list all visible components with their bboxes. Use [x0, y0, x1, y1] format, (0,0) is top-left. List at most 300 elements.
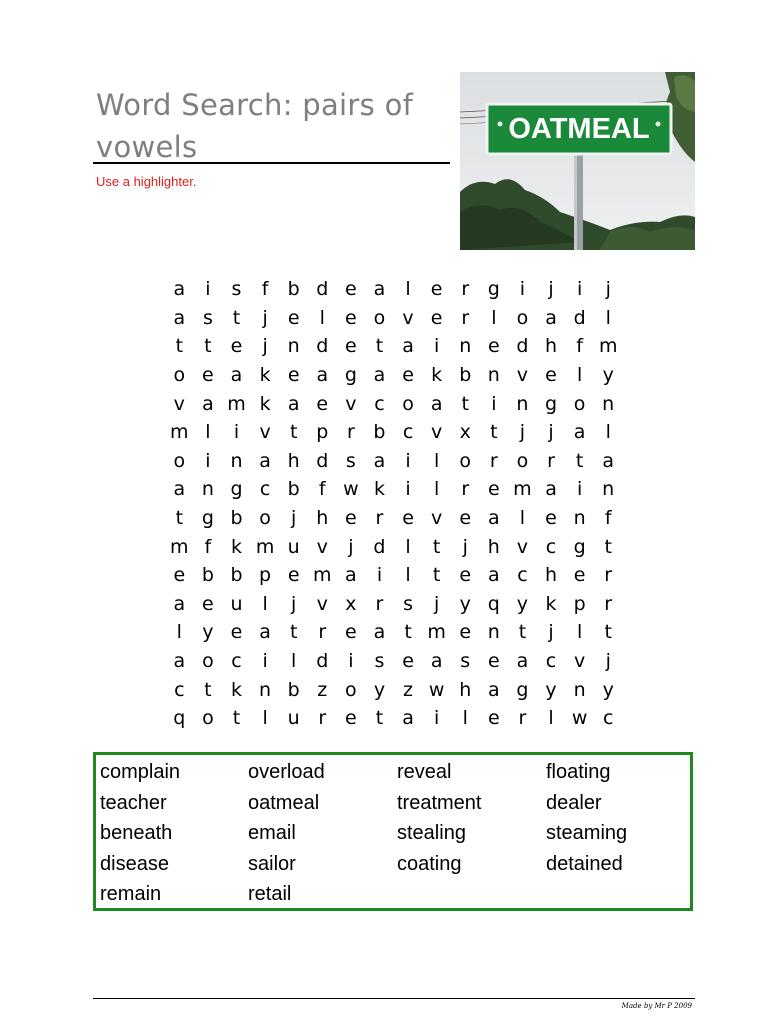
grid-letter: j	[605, 278, 611, 301]
grid-letter: n	[516, 392, 529, 415]
grid-letter: r	[547, 449, 555, 472]
grid-letter: e	[402, 364, 414, 387]
word-list-box	[93, 752, 693, 911]
grid-letter: a	[202, 392, 214, 415]
grid-letter: l	[262, 592, 268, 615]
word-list-item: dealer	[546, 791, 602, 814]
grid-letter: r	[518, 707, 527, 730]
grid-letter: f	[204, 535, 212, 558]
word-list-item: complain	[100, 761, 181, 783]
grid-letter: a	[516, 650, 529, 673]
grid-letter: e	[459, 621, 472, 644]
grid-letter: o	[402, 392, 414, 415]
grid-letter: e	[287, 306, 300, 329]
grid-letter: t	[604, 535, 612, 558]
grid-letter: v	[316, 535, 328, 558]
grid-letter: r	[375, 592, 384, 615]
grid-letter: q	[173, 707, 186, 730]
grid-letter: s	[460, 650, 471, 673]
grid-letter: e	[402, 650, 414, 673]
grid-letter: s	[374, 650, 385, 673]
grid-letter: e	[459, 564, 472, 587]
grid-row	[165, 361, 623, 390]
grid-letter: a	[259, 621, 271, 644]
grid-letter: h	[544, 564, 558, 587]
grid-letter: n	[573, 678, 586, 701]
grid-letter: c	[374, 392, 385, 415]
grid-letter: a	[173, 278, 186, 301]
grid-letter: v	[259, 421, 271, 444]
grid-row	[165, 475, 623, 504]
grid-letter: r	[604, 564, 613, 587]
grid-letter: t	[375, 335, 384, 358]
grid-row	[165, 447, 623, 476]
grid-letter: j	[548, 278, 554, 301]
grid-letter: l	[291, 650, 297, 673]
grid-letter: t	[432, 564, 441, 587]
grid-letter: k	[259, 364, 271, 387]
word-list-item: coating	[397, 852, 462, 875]
word-list-item: steaming	[546, 822, 628, 844]
word-list-item: disease	[100, 852, 169, 875]
grid-letter: s	[231, 278, 242, 301]
grid-letter: l	[519, 507, 526, 530]
grid-letter: b	[230, 564, 243, 587]
footer-rule	[93, 998, 695, 999]
grid-letter: a	[173, 306, 186, 329]
grid-letter: d	[316, 650, 329, 673]
grid-letter: e	[430, 278, 443, 301]
grid-letter: t	[175, 335, 184, 358]
grid-letter: a	[345, 564, 357, 587]
grid-letter: l	[405, 535, 411, 558]
grid-letter: d	[373, 535, 386, 558]
grid-letter: r	[604, 592, 613, 615]
instruction-text: Use a highlighter.	[96, 174, 197, 189]
grid-letter: o	[173, 449, 186, 472]
grid-letter: o	[459, 449, 472, 472]
grid-letter: l	[491, 306, 497, 329]
grid-letter: b	[201, 564, 214, 587]
grid-letter: f	[576, 335, 583, 358]
grid-letter: a	[430, 650, 443, 673]
grid-letter: h	[544, 335, 558, 358]
grid-letter: r	[318, 621, 327, 644]
grid-letter: t	[490, 421, 498, 444]
grid-letter: v	[516, 364, 529, 387]
grid-letter: e	[230, 335, 243, 358]
grid-letter: j	[548, 421, 554, 444]
grid-letter: h	[316, 507, 329, 530]
grid-letter: n	[602, 392, 615, 415]
grid-letter: l	[576, 364, 583, 387]
grid-letter: e	[345, 278, 357, 301]
grid-letter: i	[376, 564, 383, 587]
word-search-grid	[165, 275, 623, 733]
grid-letter: n	[459, 335, 472, 358]
grid-letter: t	[204, 678, 212, 701]
grid-letter: j	[291, 507, 297, 530]
grid-letter: t	[232, 707, 241, 730]
grid-letter: d	[316, 449, 329, 472]
grid-letter: a	[373, 621, 386, 644]
grid-letter: b	[287, 478, 300, 501]
grid-letter: i	[405, 449, 411, 472]
grid-letter: i	[405, 478, 411, 501]
grid-letter: o	[173, 364, 186, 387]
grid-letter: a	[402, 335, 414, 358]
grid-letter: l	[176, 621, 182, 644]
grid-letter: o	[345, 678, 357, 701]
grid-letter: y	[602, 364, 614, 387]
grid-letter: v	[316, 592, 328, 615]
grid-letter: r	[489, 449, 498, 472]
grid-letter: n	[230, 449, 243, 472]
grid-letter: e	[487, 335, 500, 358]
grid-letter: r	[461, 278, 470, 301]
grid-letter: a	[373, 449, 386, 472]
grid-letter: n	[573, 507, 586, 530]
grid-letter: l	[405, 564, 411, 587]
grid-letter: l	[462, 707, 468, 730]
grid-letter: l	[434, 478, 440, 501]
grid-letter: m	[598, 335, 618, 358]
grid-letter: c	[259, 478, 271, 501]
grid-letter: t	[375, 707, 384, 730]
sign-text: OATMEAL	[508, 113, 650, 145]
grid-letter: m	[255, 535, 275, 558]
grid-letter: j	[434, 592, 440, 615]
grid-letter: g	[516, 678, 529, 701]
grid-letter: f	[318, 478, 326, 501]
grid-letter: u	[287, 707, 300, 730]
word-list-item: retail	[248, 883, 292, 905]
grid-letter: e	[202, 592, 214, 615]
grid-letter: o	[259, 507, 271, 530]
grid-letter: e	[316, 392, 329, 415]
grid-letter: n	[287, 335, 300, 358]
grid-letter: y	[516, 592, 529, 615]
grid-letter: l	[605, 421, 611, 444]
grid-letter: h	[487, 535, 500, 558]
grid-letter: i	[491, 392, 497, 415]
grid-letter: e	[545, 507, 557, 530]
grid-letter: t	[289, 621, 298, 644]
grid-letter: m	[170, 421, 189, 444]
grid-letter: c	[231, 650, 242, 673]
grid-letter: e	[230, 621, 243, 644]
word-list-item: reveal	[397, 761, 452, 783]
grid-letter: t	[175, 507, 184, 530]
grid-row	[165, 418, 623, 447]
grid-letter: l	[576, 621, 583, 644]
grid-row	[165, 332, 623, 361]
grid-letter: x	[345, 592, 357, 615]
grid-letter: a	[230, 364, 243, 387]
grid-letter: m	[227, 392, 246, 415]
grid-letter: g	[487, 278, 500, 301]
grid-letter: f	[604, 507, 612, 530]
grid-letter: e	[459, 507, 472, 530]
grid-letter: e	[287, 564, 300, 587]
grid-letter: g	[230, 478, 243, 501]
grid-letter: d	[573, 306, 586, 329]
grid-letter: a	[287, 392, 300, 415]
grid-letter: v	[173, 392, 185, 415]
grid-letter: l	[548, 707, 554, 730]
grid-letter: s	[403, 592, 413, 615]
grid-letter: a	[488, 678, 500, 701]
grid-letter: e	[487, 650, 500, 673]
grid-letter: r	[461, 478, 470, 501]
grid-letter: c	[517, 564, 528, 587]
grid-letter: j	[462, 535, 468, 558]
grid-letter: e	[345, 306, 357, 329]
grid-letter: i	[519, 278, 526, 301]
grid-letter: r	[346, 421, 355, 444]
grid-row	[165, 275, 623, 304]
page-title: Word Search: pairs of vowels	[96, 88, 414, 164]
grid-letter: v	[345, 392, 357, 415]
grid-row	[165, 561, 623, 590]
grid-letter: g	[344, 364, 357, 387]
grid-letter: d	[316, 278, 329, 301]
grid-row	[165, 304, 623, 333]
grid-letter: t	[204, 335, 212, 358]
grid-letter: e	[345, 335, 357, 358]
grid-letter: a	[173, 650, 186, 673]
oatmeal-sign-photo	[460, 72, 695, 250]
grid-letter: o	[516, 449, 529, 472]
grid-letter: e	[487, 707, 500, 730]
grid-letter: b	[373, 421, 386, 444]
grid-letter: i	[205, 449, 211, 472]
grid-letter: y	[602, 678, 614, 701]
grid-letter: c	[545, 535, 557, 558]
word-list-item: email	[248, 822, 296, 844]
grid-letter: n	[487, 621, 500, 644]
grid-row	[165, 704, 623, 733]
grid-letter: i	[434, 707, 440, 730]
grid-letter: a	[488, 507, 500, 530]
grid-letter: n	[259, 678, 272, 701]
grid-letter: b	[230, 507, 243, 530]
grid-letter: a	[545, 306, 557, 329]
grid-letter: l	[319, 306, 325, 329]
grid-letter: i	[262, 650, 268, 673]
grid-letter: a	[402, 707, 414, 730]
grid-row	[165, 590, 623, 619]
grid-letter: v	[431, 421, 443, 444]
grid-letter: u	[230, 592, 243, 615]
grid-letter: m	[513, 478, 532, 501]
grid-letter: o	[202, 707, 214, 730]
grid-letter: i	[348, 650, 354, 673]
grid-letter: t	[404, 621, 412, 644]
grid-letter: a	[373, 364, 386, 387]
grid-letter: i	[434, 335, 440, 358]
grid-letter: n	[487, 364, 500, 387]
grid-letter: a	[259, 449, 271, 472]
grid-letter: w	[343, 478, 359, 501]
grid-letter: e	[573, 564, 586, 587]
grid-letter: i	[205, 278, 211, 301]
word-list-item: teacher	[100, 791, 167, 814]
grid-letter: e	[202, 364, 214, 387]
grid-letter: u	[287, 535, 300, 558]
grid-letter: m	[313, 564, 332, 587]
grid-row	[165, 504, 623, 533]
grid-letter: r	[375, 507, 384, 530]
grid-letter: j	[262, 335, 268, 358]
grid-letter: g	[201, 507, 214, 530]
grid-letter: j	[548, 621, 554, 644]
grid-letter: t	[232, 306, 241, 329]
grid-letter: h	[459, 678, 472, 701]
grid-letter: g	[544, 392, 558, 415]
word-list-item: stealing	[397, 822, 466, 844]
grid-letter: a	[373, 278, 386, 301]
grid-letter: h	[287, 449, 300, 472]
grid-letter: a	[173, 478, 186, 501]
grid-letter: l	[405, 278, 411, 301]
title-underline	[93, 162, 450, 164]
grid-letter: y	[459, 592, 471, 615]
grid-letter: o	[373, 306, 386, 329]
grid-letter: d	[516, 335, 529, 358]
grid-letter: k	[230, 535, 242, 558]
grid-letter: t	[604, 621, 612, 644]
grid-row	[165, 389, 623, 418]
grid-letter: b	[287, 278, 300, 301]
grid-letter: d	[316, 335, 329, 358]
footer-credit: Made by Mr P 2009	[621, 1002, 692, 1010]
grid-letter: t	[575, 449, 584, 472]
grid-letter: o	[202, 650, 214, 673]
word-list-item: oatmeal	[248, 791, 320, 814]
grid-letter: e	[545, 364, 557, 387]
grid-letter: x	[459, 421, 471, 444]
grid-letter: p	[316, 421, 329, 444]
grid-letter: a	[316, 364, 329, 387]
grid-letter: p	[573, 592, 586, 615]
grid-letter: v	[431, 507, 443, 530]
grid-letter: a	[488, 564, 500, 587]
grid-letter: n	[201, 478, 214, 501]
word-list-item: treatment	[397, 791, 482, 814]
grid-row	[165, 532, 623, 561]
grid-letter: a	[545, 478, 557, 501]
grid-letter: w	[571, 707, 588, 730]
grid-row	[165, 618, 623, 647]
grid-letter: t	[289, 421, 298, 444]
grid-letter: k	[431, 364, 443, 387]
grid-letter: p	[259, 564, 272, 587]
grid-letter: k	[259, 392, 271, 415]
grid-letter: e	[287, 364, 300, 387]
grid-letter: v	[402, 306, 414, 329]
grid-letter: v	[516, 535, 529, 558]
grid-letter: w	[428, 678, 445, 701]
grid-letter: c	[545, 650, 557, 673]
grid-letter: s	[345, 449, 356, 472]
photo-illustration	[460, 72, 695, 250]
word-list-item: beneath	[100, 822, 173, 844]
grid-letter: g	[573, 535, 586, 558]
grid-letter: y	[202, 621, 214, 644]
grid-letter: z	[403, 678, 414, 701]
grid-letter: k	[230, 678, 242, 701]
grid-letter: l	[605, 306, 611, 329]
grid-letter: l	[205, 421, 211, 444]
grid-letter: m	[170, 535, 189, 558]
grid-row	[165, 675, 623, 704]
grid-letter: e	[345, 707, 357, 730]
word-list-item: remain	[100, 883, 162, 905]
grid-letter: c	[402, 421, 414, 444]
grid-letter: i	[576, 278, 583, 301]
grid-letter: n	[602, 478, 615, 501]
grid-letter: s	[202, 306, 213, 329]
grid-letter: i	[233, 421, 240, 444]
grid-letter: a	[573, 421, 586, 444]
grid-letter: v	[573, 650, 586, 673]
grid-letter: e	[402, 507, 414, 530]
grid-letter: j	[291, 592, 297, 615]
grid-letter: e	[487, 478, 500, 501]
grid-letter: r	[461, 306, 470, 329]
grid-letter: e	[173, 564, 186, 587]
grid-letter: e	[345, 507, 357, 530]
word-list-item: floating	[546, 761, 611, 783]
grid-letter: t	[432, 535, 441, 558]
grid-letter: l	[434, 449, 440, 472]
grid-letter: k	[373, 478, 385, 501]
grid-letter: j	[348, 535, 354, 558]
grid-letter: c	[174, 678, 185, 701]
grid-letter: r	[318, 707, 327, 730]
grid-letter: k	[545, 592, 557, 615]
grid-letter: b	[287, 678, 300, 701]
grid-letter: a	[602, 449, 615, 472]
grid-letter: t	[518, 621, 527, 644]
grid-row	[165, 647, 623, 676]
grid-letter: q	[487, 592, 500, 615]
word-list-item: overload	[248, 761, 325, 783]
grid-letter: j	[519, 421, 526, 444]
grid-letter: m	[427, 621, 446, 644]
grid-letter: c	[602, 707, 614, 730]
grid-letter: e	[430, 306, 443, 329]
grid-letter: e	[345, 621, 357, 644]
grid-letter: z	[317, 678, 328, 701]
grid-letter: y	[373, 678, 386, 701]
grid-letter: j	[262, 306, 268, 329]
grid-letter: t	[461, 392, 469, 415]
grid-letter: i	[576, 478, 583, 501]
word-list-item: detained	[546, 852, 623, 875]
grid-letter: y	[545, 678, 557, 701]
grid-letter: b	[459, 364, 472, 387]
grid-letter: o	[516, 306, 529, 329]
grid-letter: a	[430, 392, 443, 415]
grid-letter: f	[261, 278, 269, 301]
grid-letter: o	[573, 392, 586, 415]
grid-letter: j	[605, 650, 611, 673]
grid-letter: a	[173, 592, 186, 615]
grid-letter: l	[262, 707, 268, 730]
word-list-item: sailor	[248, 852, 296, 875]
